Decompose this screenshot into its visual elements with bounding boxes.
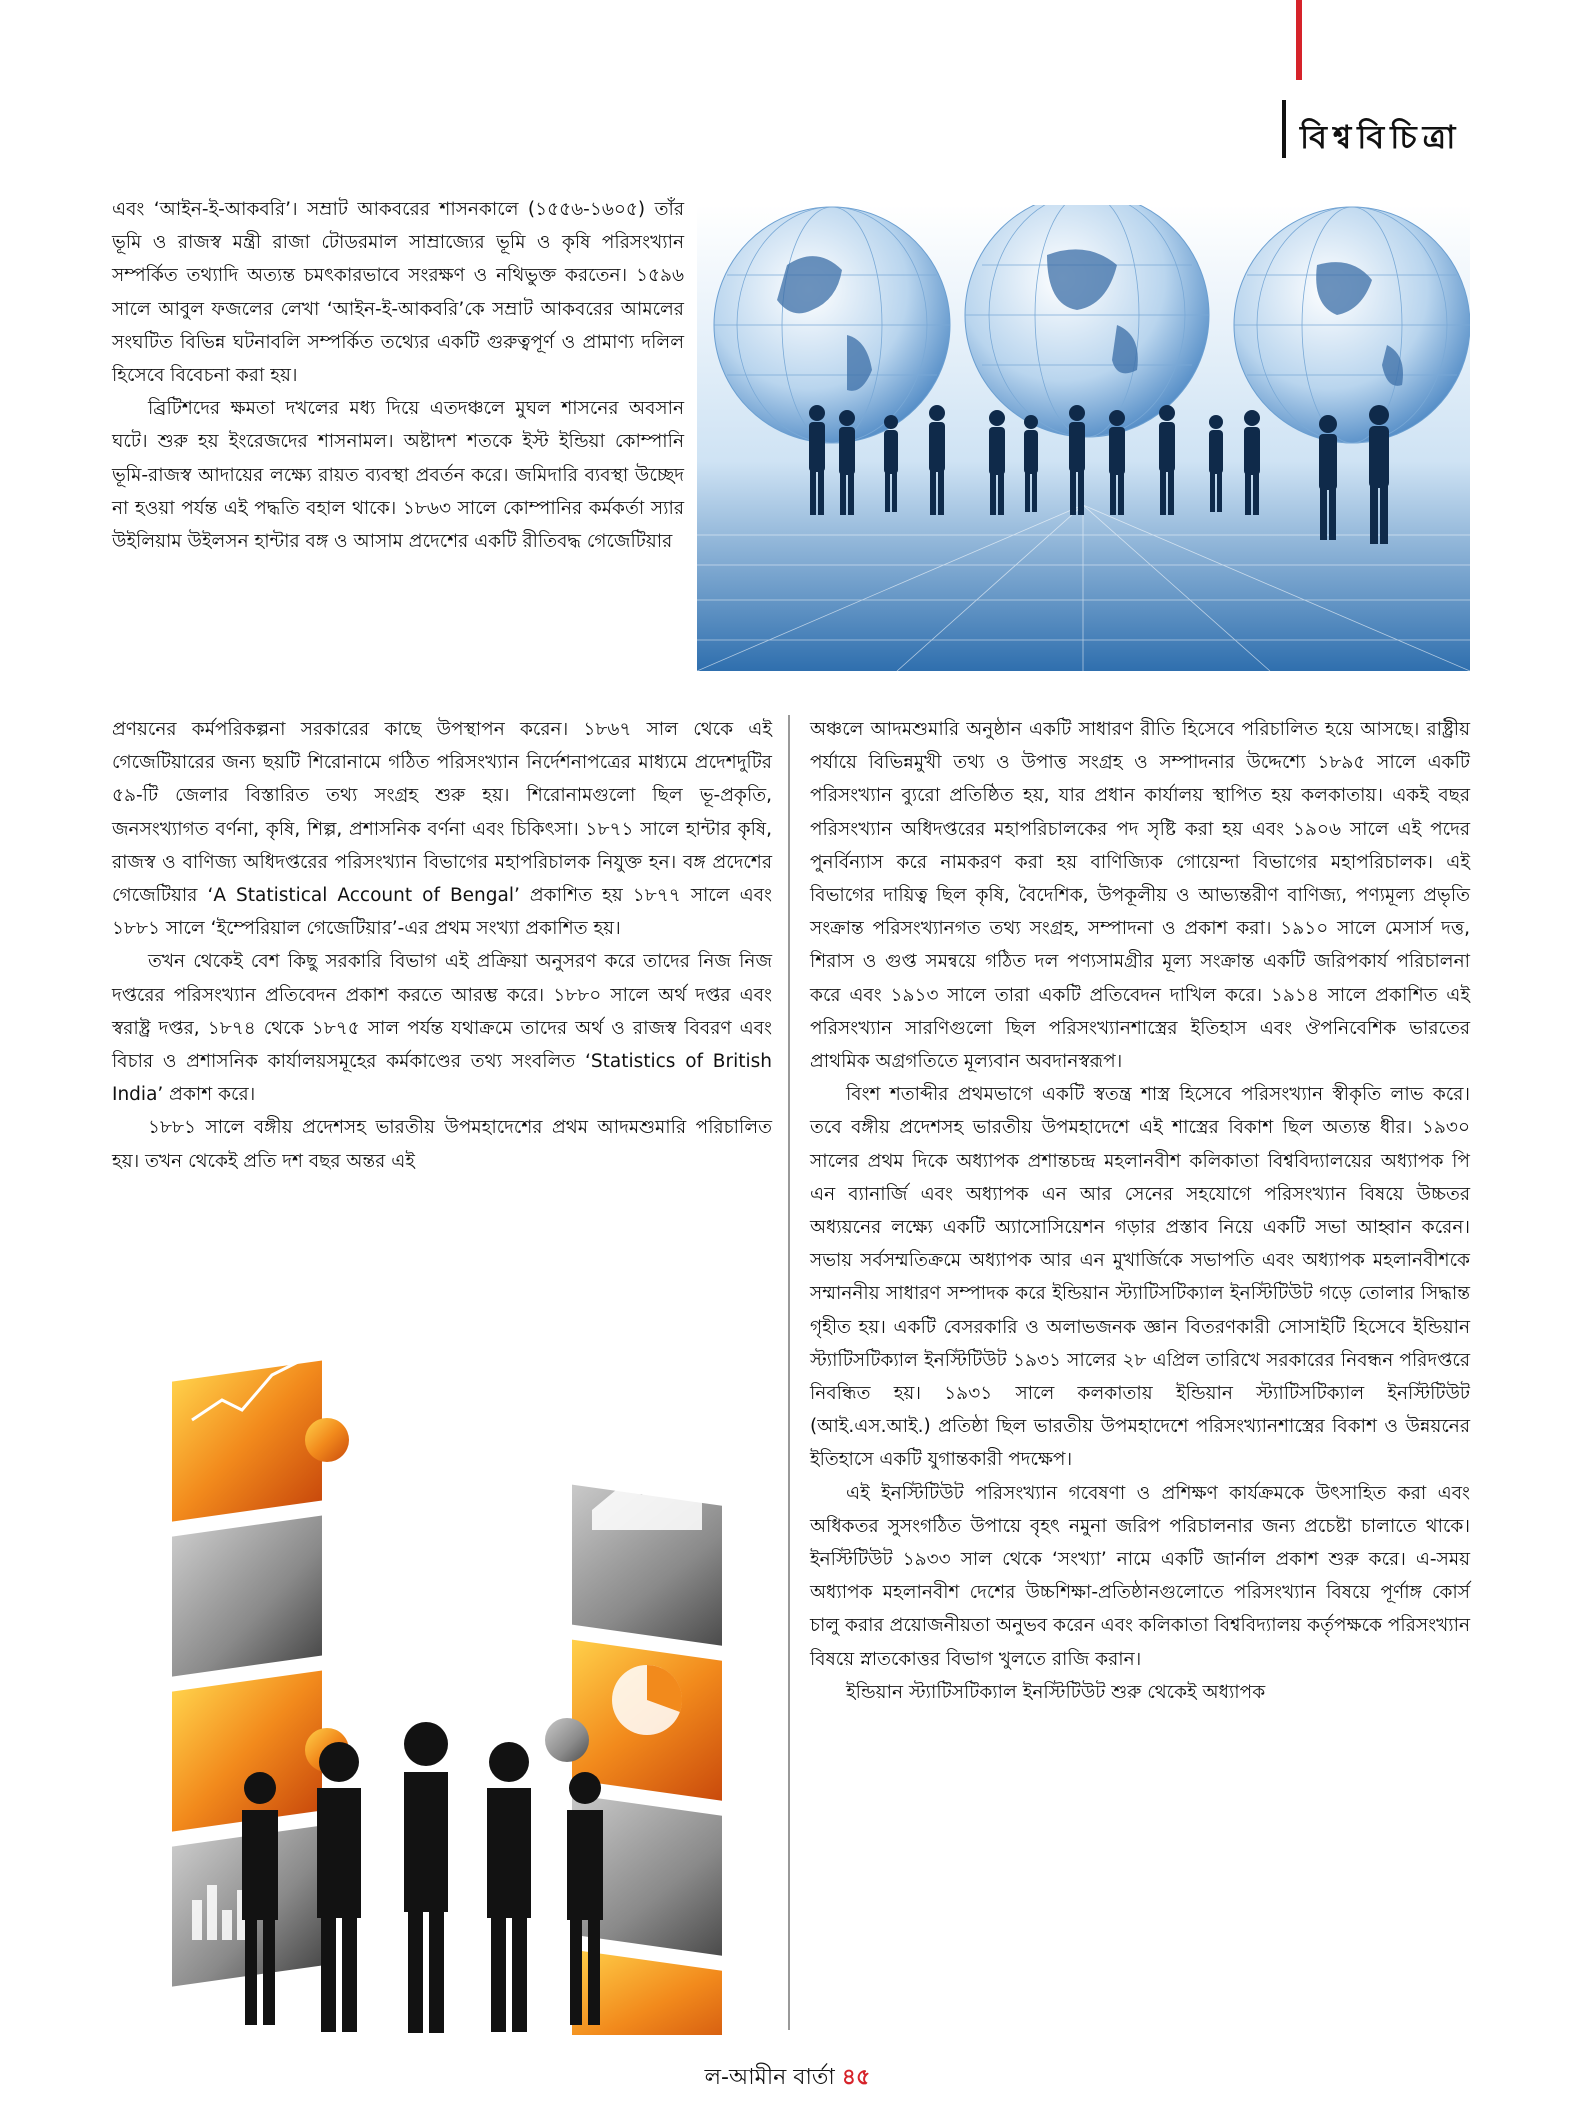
paragraph: বিংশ শতাব্দীর প্রথমভাগে একটি স্বতন্ত্র শাস্ত্র হিসেবে পরিসংখ্যান স্বীকৃতি লাভ করে। তবে বঙ্গীয় প্রদেশসহ ভারতীয় উপমহাদেশে এই শাস্ত্রের বিকাশ ছিল অত্যন্ত ধীর। ১৯৩০ সালের প্রথম দিকে অধ্যাপক প্রশান্তচন্দ্র মহলানবীশ কলিকাতা বিশ্ববিদ্যালয়ের অধ্যাপক পি এন ব্যানার্জি এবং অধ্যাপক এন আর সেনের সহযোগে পরিসংখ্যান বিষয়ে উচ্চতর অধ্যয়নের লক্ষ্যে একটি অ্যাসোসিয়েশন গড়ার প্রস্তাব নিয়ে একটি সভা আহ্বান করেন। সভায় সর্বসম্মতিক্রমে অধ্যাপক আর এন মুখার্জিকে সভাপতি এবং অধ্যাপক মহলানবীশকে সম্মাননীয় সাধারণ সম্পাদক করে ইন্ডিয়ান স্ট্যাটিসটিক্যাল ইনস্টিটিউট গড়ে তোলার সিদ্ধান্ত গৃহীত হয়। একটি বেসরকারি ও অলাভজনক জ্ঞান বিতরণকারী সোসাইটি হিসেবে ইন্ডিয়ান স্ট্যাটিসটিক্যাল ইনস্টিটিউট ১৯৩১ সালের ২৮ এপ্রিল তারিখে সরকারের নিবন্ধন পরিদপ্তরে নিবন্ধিত হয়। ১৯৩১ সালে কলকাতায় ইন্ডিয়ান স্ট্যাটিসটিক্যাল ইনস্টিটিউট (আই.এস.আই.) প্রতিষ্ঠা ছিল ভারতীয় উপমহাদেশে পরিসংখ্যানশাস্ত্রের বিকাশ ও উন্নয়নের ইতিহাসে একটি যুগান্তকারী পদক্ষেপ। [810, 1084, 1470, 1471]
paragraph: প্রণয়নের কর্মপরিকল্পনা সরকারের কাছে উপস্থাপন করেন। ১৮৬৭ সাল থেকে এই গেজেটিয়ারের জন্য ছয়টি শিরোনামে গঠিত পরিসংখ্যান নির্দেশনাপত্রের মাধ্যমে প্রদেশদুটির ৫৯-টি জেলার বিস্তারিত তথ্য সংগ্রহ শুরু হয়। শিরোনামগুলো ছিল ভূ-প্রকৃতি, জনসংখ্যাগত বর্ণনা, কৃষি, শিল্প, প্রশাসনিক বর্ণনা এবং চিকিৎসা। ১৮৭১ সালে হান্টার কৃষি, রাজস্ব ও বাণিজ্য অধিদপ্তরের পরিসংখ্যান বিভাগের মহাপরিচালক নিযুক্ত হন। বঙ্গ প্রদেশের গেজেটিয়ার ‘A Statistical Account of Bengal’ প্রকাশিত হয় ১৮৭৭ সালে এবং ১৮৮১ সালে ‘ইম্পেরিয়াল গেজেটিয়ার’-এর প্রথম সংখ্যা প্রকাশিত হয়। [112, 719, 772, 940]
header-accent-bar [1296, 0, 1302, 80]
right-column [810, 713, 1470, 1709]
page-number: ৪৫ [841, 2065, 871, 2090]
paragraph: এই ইনস্টিটিউট পরিসংখ্যান গবেষণা ও প্রশিক্ষণ কার্যক্রমকে উৎসাহিত করা এবং অধিকতর সুসংগঠিত উপায়ে বৃহৎ নমুনা জরিপ পরিচালনার জন্য প্রচেষ্টা চালাতে থাকে। ইনস্টিটিউট ১৯৩৩ সাল থেকে ‘সংখ্যা’ নামে একটি জার্নাল প্রকাশ শুরু করে। এ-সময় অধ্যাপক মহলানবীশ দেশের উচ্চশিক্ষা-প্রতিষ্ঠানগুলোতে পরিসংখ্যান বিষয়ে পূর্ণাঙ্গ কোর্স চালু করার প্রয়োজনীয়তা অনুভব করেন এবং কলিকাতা বিশ্ববিদ্যালয় কর্তৃপক্ষকে পরিসংখ্যান বিষয়ে স্নাতকোত্তর বিভাগ খুলতে রাজি করান। [810, 1482, 1470, 1670]
paragraph: এবং ‘আইন-ই-আকবরি’। সম্রাট আকবরের শাসনকালে (১৫৫৬-১৬০৫) তাঁর ভূমি ও রাজস্ব মন্ত্রী রাজা টোডরমাল সাম্রাজ্যের ভূমি ও কৃষি পরিসংখ্যান সম্পর্কিত তথ্যাদি অত্যন্ত চমৎকারভাবে সংরক্ষণ ও নথিভুক্ত করতেন। ১৫৯৬ সালে আবুল ফজলের লেখা ‘আইন-ই-আকবরি’কে সম্রাট আকবরের আমলের সংঘটিত বিভিন্ন ঘটনাবলি সম্পর্কিত তথ্যের একটি গুরুত্বপূর্ণ ও প্রামাণ্য দলিল হিসেবে বিবেচনা করা হয়। [112, 199, 684, 387]
paragraph: অঞ্চলে আদমশুমারি অনুষ্ঠান একটি সাধারণ রীতি হিসেবে পরিচালিত হয়ে আসছে। রাষ্ট্রীয় পর্যায়ে বিভিন্নমুখী তথ্য ও উপাত্ত সংগ্রহ ও সম্পাদনার উদ্দেশ্যে ১৮৯৫ সালে একটি পরিসংখ্যান ব্যুরো প্রতিষ্ঠিত হয়, যার প্রধান কার্যালয় স্থাপিত হয় কলকাতায়। একই বছর পরিসংখ্যান অধিদপ্তরের মহাপরিচালকের পদ সৃষ্টি করা হয় এবং ১৯০৬ সালে এই পদের পুনর্বিন্যাস করে নামকরণ করা হয় বাণিজ্যিক গোয়েন্দা বিভাগের মহাপরিচালক। এই বিভাগের দায়িত্ব ছিল কৃষি, বৈদেশিক, উপকূলীয় ও আভ্যন্তরীণ বাণিজ্য, পণ্যমূল্য প্রভৃতি সংক্রান্ত পরিসংখ্যানগত তথ্য সংগ্রহ, সম্পাদনা ও প্রকাশ করা। ১৯১০ সালে মেসার্স দত্ত, শিরাস ও গুপ্ত সমন্বয়ে গঠিত দল পণ্যসামগ্রীর মূল্য সংক্রান্ত একটি জরিপকার্য পরিচালনা করে এবং ১৯১৩ সালে তারা একটি প্রতিবেদন দাখিল করে। ১৯১৪ সালে প্রকাশিত এই পরিসংখ্যান সারণিগুলো ছিল পরিসংখ্যানশাস্ত্রের ইতিহাস এবং ঔপনিবেশিক ভারতের প্রাথমিক অগ্রগতিতে মূল্যবান অবদানস্বরূপ। [810, 719, 1470, 1073]
header-divider [1282, 100, 1286, 158]
paragraph: ১৮৮১ সালে বঙ্গীয় প্রদেশসহ ভারতীয় উপমহাদেশের প্রথম আদমশুমারি পরিচালিত হয়। তখন থেকেই প্রতি দশ বছর অন্তর এই [112, 1117, 772, 1172]
paragraph: তখন থেকেই বেশ কিছু সরকারি বিভাগ এই প্রক্রিয়া অনুসরণ করে তাদের নিজ নিজ দপ্তরের পরিসংখ্যান প্রতিবেদন প্রকাশ করতে আরম্ভ করে। ১৮৮০ সালে অর্থ দপ্তর এবং স্বরাষ্ট্র দপ্তর, ১৮৭৪ থেকে ১৮৭৫ সাল পর্যন্ত যথাক্রমে তাদের অর্থ ও রাজস্ব বিবরণ এবং বিচার ও প্রশাসনিক কার্যালয়সমূহের কর্মকাণ্ডের তথ্য সংবলিত ‘Statistics of British India’ প্রকাশ করে। [112, 951, 772, 1106]
page-footer [0, 2060, 1575, 2097]
left-column-bottom [112, 713, 772, 1178]
puzzle-business-illustration [112, 1320, 782, 2035]
magazine-name: ল-আমীন বার্তা [704, 2065, 835, 2090]
paragraph: ব্রিটিশদের ক্ষমতা দখলের মধ্য দিয়ে এতদঞ্চলে মুঘল শাসনের অবসান ঘটে। শুরু হয় ইংরেজদের শাসনামল। অষ্টাদশ শতকে ইস্ট ইন্ডিয়া কোম্পানি ভূমি-রাজস্ব আদায়ের লক্ষ্যে রায়ত ব্যবস্থা প্রবর্তন করে। জমিদারি ব্যবস্থা উচ্ছেদ না হওয়া পর্যন্ত এই পদ্ধতি বহাল থাকে। ১৮৬৩ সালে কোম্পানির কর্মকর্তা স্যার উইলিয়াম উইলসন হান্টার বঙ্গ ও আসাম প্রদেশের একটি রীতিবদ্ধ গেজেটিয়ার [112, 398, 684, 553]
section-title: বিশ্ববিচিত্রা [1300, 118, 1462, 156]
column-divider [788, 715, 790, 2030]
left-column-top [112, 193, 684, 558]
globe-business-illustration [697, 205, 1470, 671]
paragraph: ইন্ডিয়ান স্ট্যাটিসটিক্যাল ইনস্টিটিউট শুরু থেকেই অধ্যাপক [846, 1681, 1266, 1703]
